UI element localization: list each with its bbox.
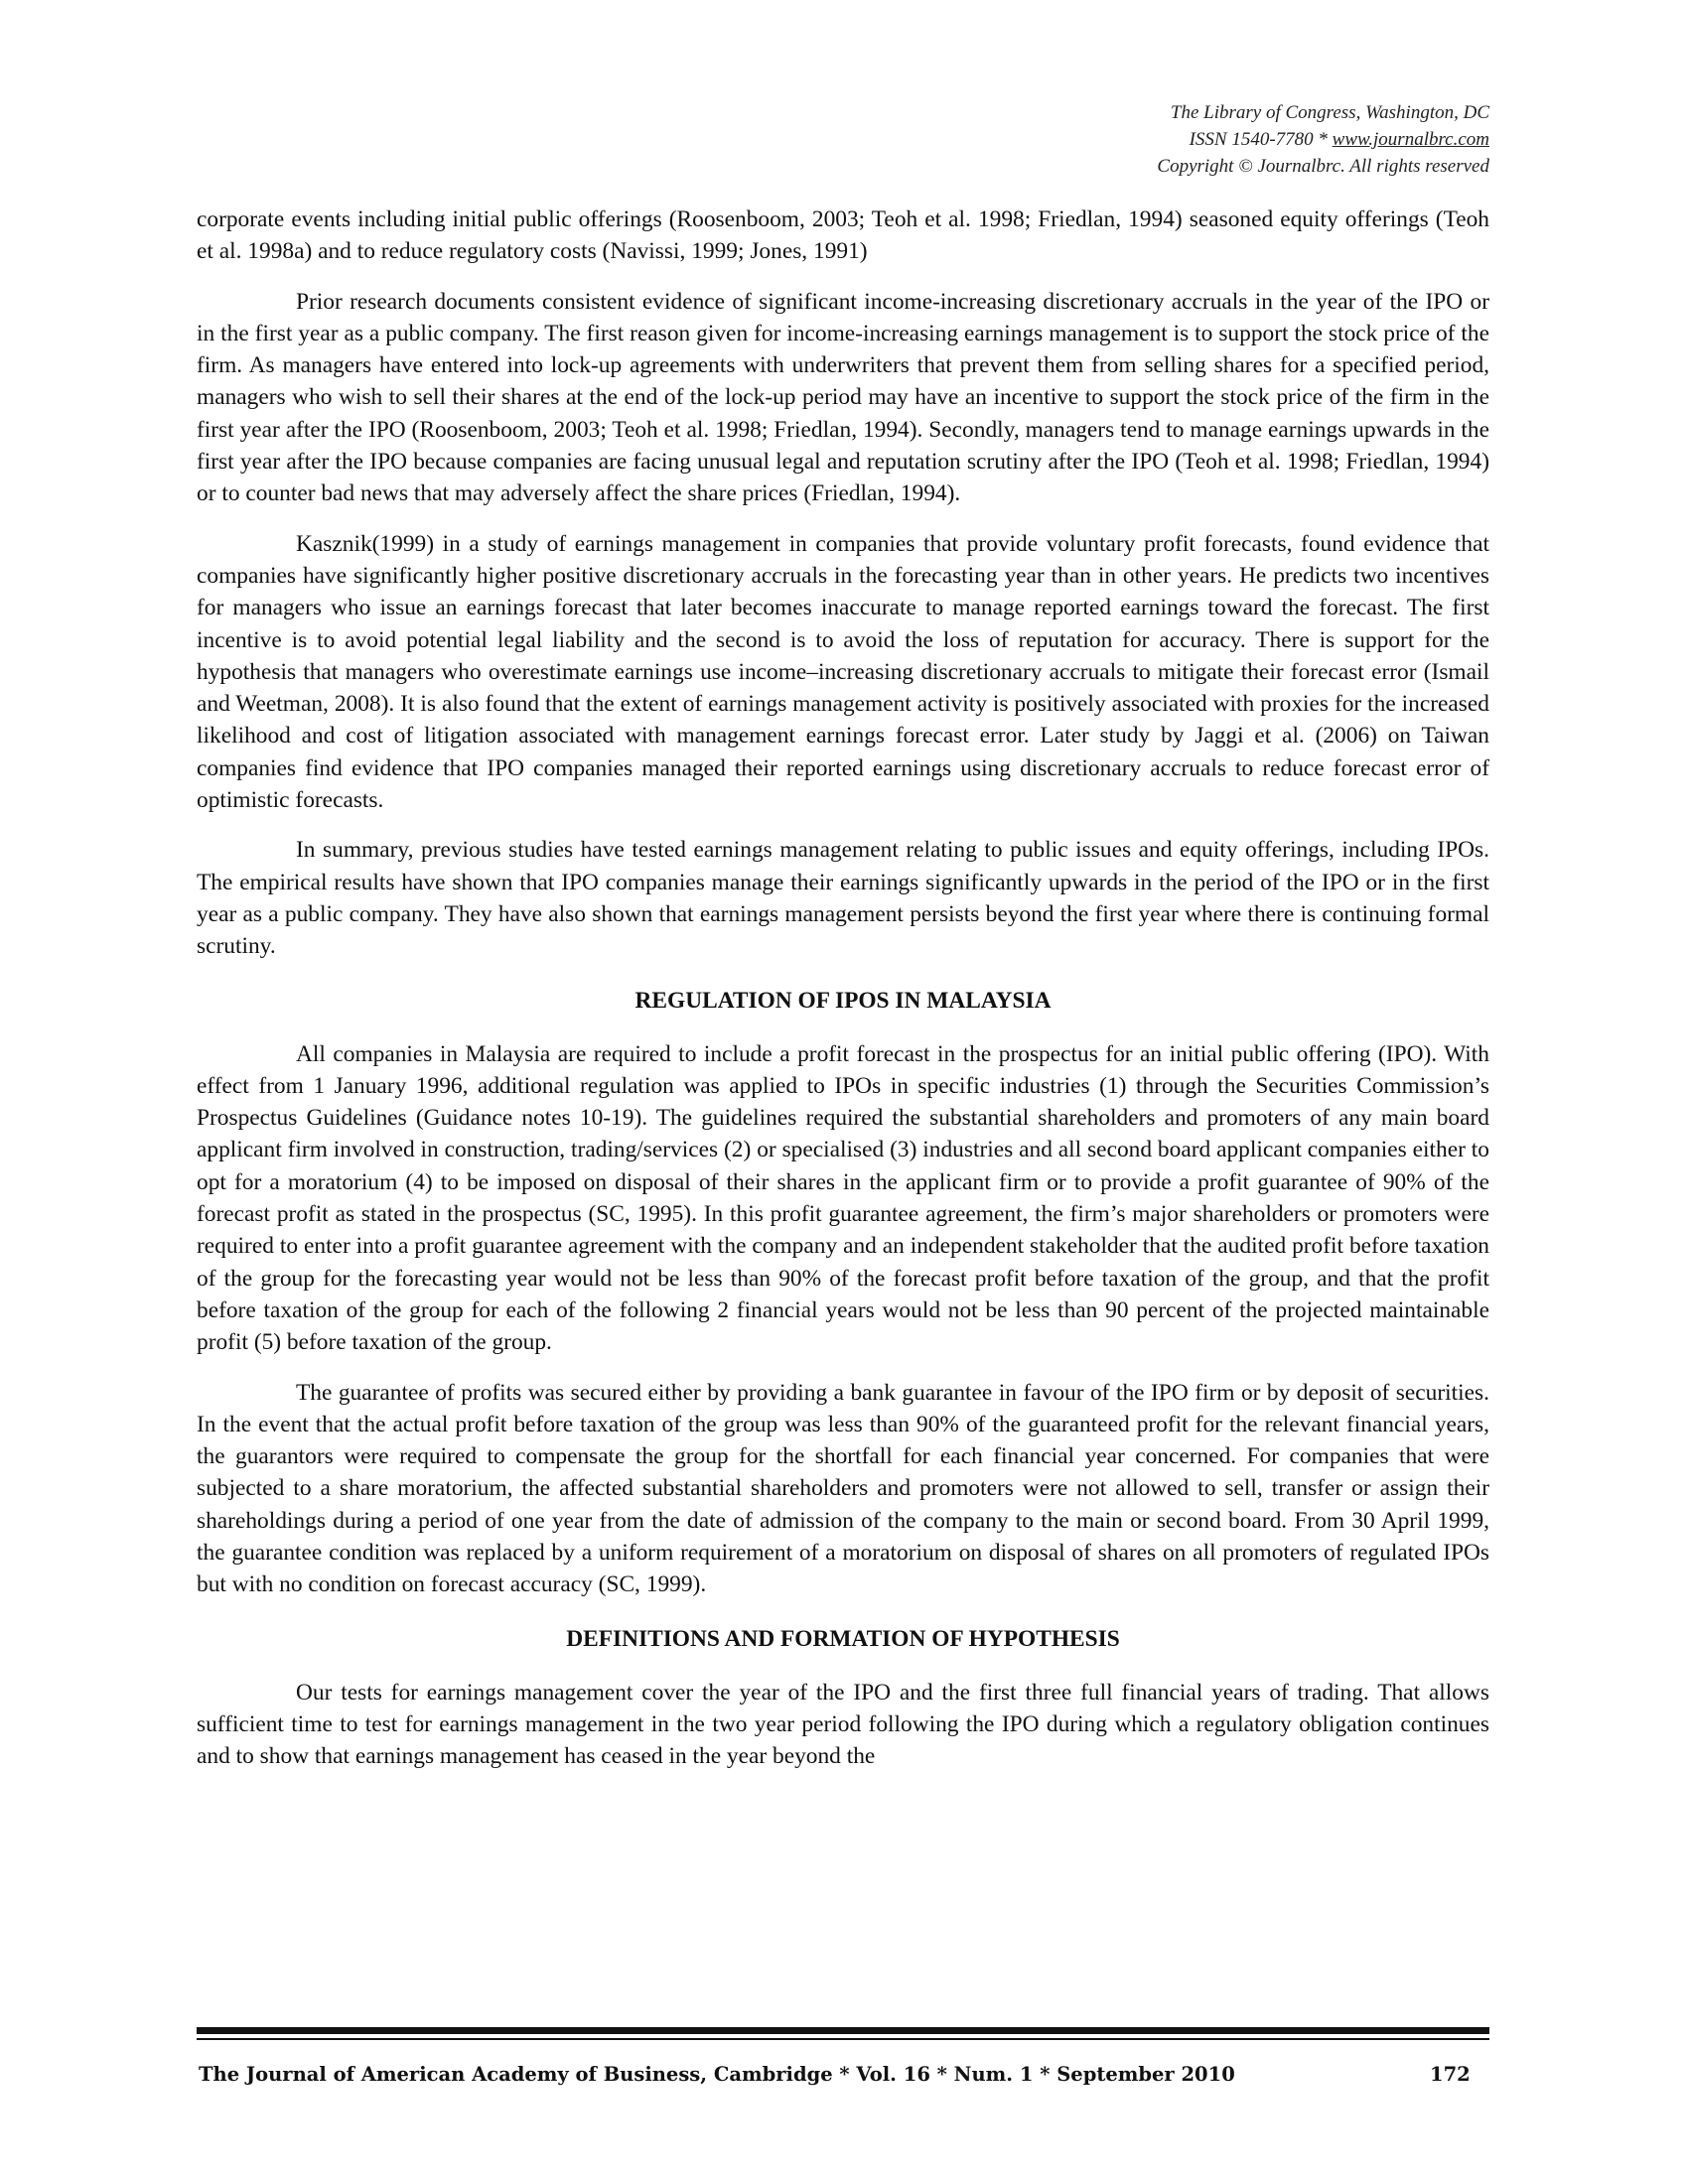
- header-issn-prefix: ISSN 1540-7780 *: [1189, 129, 1333, 150]
- article-body: [197, 204, 1489, 1790]
- section-heading-regulation: REGULATION OF IPOS IN MALAYSIA: [634, 987, 1052, 1014]
- header-library: The Library of Congress, Washington, DC: [1170, 102, 1489, 123]
- section-heading-definitions: DEFINITIONS AND FORMATION OF HYPOTHESIS: [566, 1625, 1120, 1652]
- paragraph-regulation-1: All companies in Malaysia are required to include a profit forecast in the prospectus for an initial public offering (IPO). With effect from 1 January 1996, additional regulation was applied to IPOs in specific industries (1) through the Securities Commission’s Prospectus Guidelines (Guidance notes 10-19). The guidelines required the substantial shareholders and promoters of any main board applicant firm involved in construction, trading/services (2) or specialised (3) industries and all second board applicant companies either to opt for a moratorium (4) to be imposed on disposal of their shares in the applicant firm or to provide a profit guarantee of 90% of the forecast profit as stated in the prospectus (SC, 1995). In this profit guarantee agreement, the firm’s major shareholders or promoters were required to enter into a profit guarantee agreement with the company and an independent stakeholder that the audited profit before taxation of the group for the forecasting year would not be less than 90% of the forecast profit before taxation of the group, and that the profit before taxation of the group for each of the following 2 financial years would not be less than 90 percent of the projected maintainable profit (5) before taxation of the group.: [197, 1040, 1489, 1356]
- page-footer: [199, 2063, 1489, 2086]
- paragraph-summary: In summary, previous studies have tested earnings management relating to public issues and equity offerings, including IPOs. The empirical results have shown that IPO companies manage their earnings significantly upwards in the period of the IPO or in the first year as a public company. They have also shown that earnings management persists beyond the first year where there is continuing formal scrutiny.: [197, 837, 1489, 960]
- paragraph-continued: corporate events including initial public offerings (Roosenboom, 2003; Teoh et al. 1998; Friedlan, 1994) seasoned equity offerings (Teoh et al. 1998a) and to reduce regulatory costs (Navissi, 1999; Jones, 1991): [197, 206, 1489, 265]
- footer-citation: The Journal of American Academy of Business, Cambridge * Vol. 16 * Num. 1 * September 2010: [199, 2063, 1235, 2086]
- header-copyright: Copyright © Journalbrc. All rights reserved: [1157, 156, 1489, 177]
- footer-rule-thin: [197, 2038, 1489, 2040]
- journal-website-link[interactable]: www.journalbrc.com: [1332, 129, 1489, 150]
- page-number: 172: [1430, 2063, 1471, 2086]
- paragraph-regulation-2: The guarantee of profits was secured either by providing a bank guarantee in favour of the IPO firm or by deposit of securities. In the event that the actual profit before taxation of the group was less than 90% of the guaranteed profit for the relevant financial years, the guarantors were required to compensate the group for the shortfall for each financial year concerned. For companies that were subjected to a share moratorium, the affected substantial shareholders and promoters were not allowed to sell, transfer or assign their shareholdings during a period of one year from the date of admission of the company to the main or second board. From 30 April 1999, the guarantee condition was replaced by a uniform requirement of a moratorium on disposal of shares on all promoters of regulated IPOs but with no condition on forecast accuracy (SC, 1999).: [197, 1379, 1489, 1598]
- footer-rule-thick: [197, 2027, 1489, 2034]
- header-issn: [1157, 126, 1489, 153]
- paragraph-kasznik: Kasznik(1999) in a study of earnings management in companies that provide voluntary profit forecasts, found evidence that companies have significantly higher positive discretionary accruals in the forecasting year than in other years. He predicts two incentives for managers who issue an earnings forecast that later becomes inaccurate to manage reported earnings toward the forecast. The first incentive is to avoid potential legal liability and the second is to avoid the loss of reputation for accuracy. There is support for the hypothesis that managers who overestimate earnings use income–increasing discretionary accruals to mitigate their forecast error (Ismail and Weetman, 2008). It is also found that the extent of earnings management activity is positively associated with proxies for the increased likelihood and cost of litigation associated with management earnings forecast error. Later study by Jaggi et al. (2006) on Taiwan companies find evidence that IPO companies managed their reported earnings using discretionary accruals to reduce forecast error of optimistic forecasts.: [197, 530, 1489, 814]
- paragraph-prior-research: Prior research documents consistent evidence of significant income-increasing discretionary accruals in the year of the IPO or in the first year as a public company. The first reason given for income-increasing earnings management is to support the stock price of the firm. As managers have entered into lock-up agreements with underwriters that prevent them from selling shares for a specified period, managers who wish to sell their shares at the end of the lock-up period may have an incentive to support the stock price of the firm in the first year after the IPO (Roosenboom, 2003; Teoh et al. 1998; Friedlan, 1994). Secondly, managers tend to manage earnings upwards in the first year after the IPO because companies are facing unusual legal and reputation scrutiny after the IPO (Teoh et al. 1998; Friedlan, 1994) or to counter bad news that may adversely affect the share prices (Friedlan, 1994).: [197, 288, 1489, 507]
- paragraph-definitions-1: Our tests for earnings management cover the year of the IPO and the first three full financial years of trading. That allows sufficient time to test for earnings management in the two year period following the IPO during which a regulatory obligation continues and to show that earnings management has ceased in the year beyond the: [197, 1679, 1489, 1770]
- running-header: [1157, 99, 1489, 180]
